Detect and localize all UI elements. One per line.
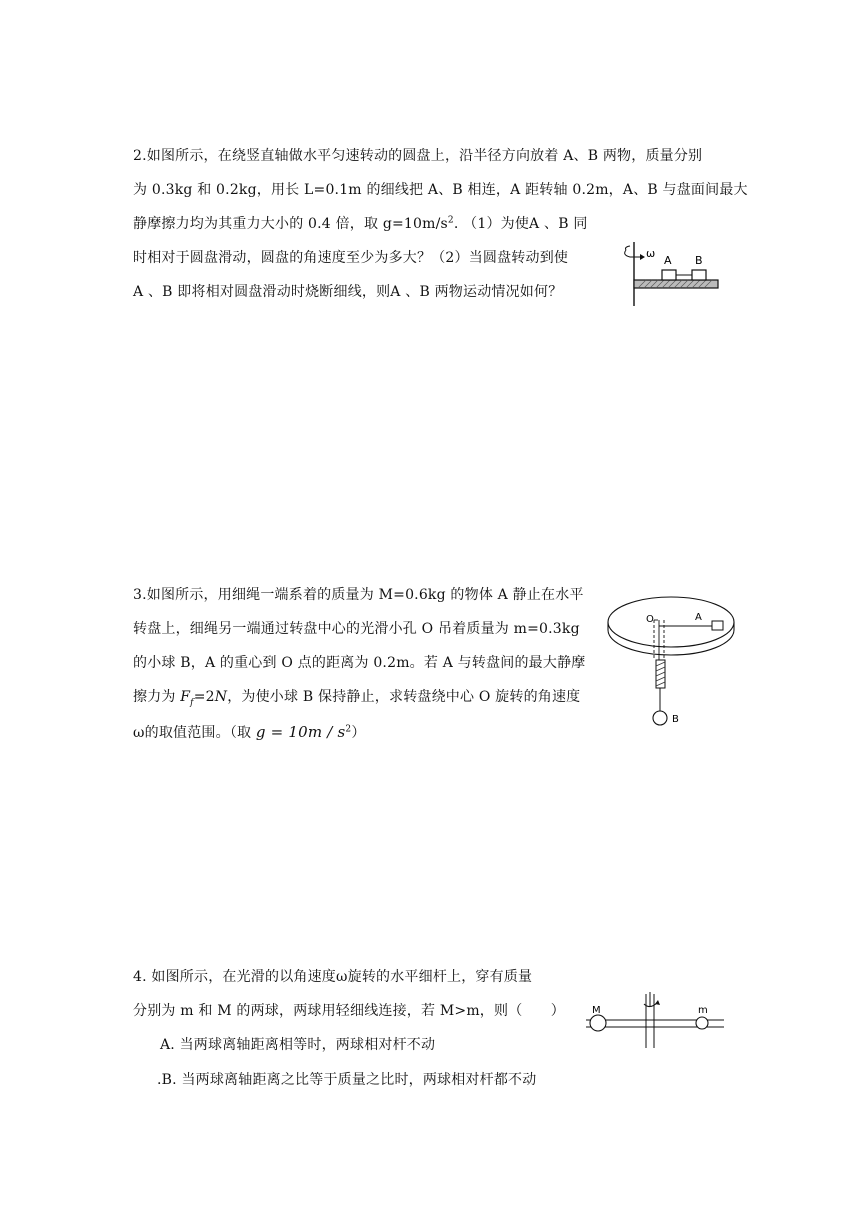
ball-m — [696, 1017, 708, 1029]
block-a — [712, 621, 723, 630]
q4-figure-rod — [578, 990, 728, 1052]
q4-line-1: 4. 如图所示，在光滑的以角速度ω旋转的水平细杆上，穿有质量 — [133, 969, 533, 985]
svg-text:ω: ω — [646, 247, 656, 260]
ball-b — [653, 711, 667, 725]
q3-line-4: 擦力为 $F_f=2N$，为使小球 B 保持静止，求转盘绕中心 O 旋转的角速度 — [133, 689, 581, 708]
svg-text:M: M — [592, 1005, 601, 1016]
q2-line-2: 为 0.3kg 和 0.2kg，用长 L=0.1m 的细线把 A、B 相连，A 距转轴 0.2m，A、B 与盘面间最大 — [133, 182, 748, 198]
q3-figure-turntable — [604, 588, 738, 728]
block-b — [692, 270, 706, 280]
svg-text:A: A — [695, 612, 702, 623]
svg-text:O: O — [646, 614, 654, 625]
block-a — [662, 270, 676, 280]
q2-line-5: A 、B 即将相对圆盘滑动时烧断细线，则A 、B 两物运动情况如何？ — [133, 284, 563, 300]
q4-option-b: .B. 当两球离轴距离之比等于质量之比时，两球相对杆都不动 — [157, 1072, 537, 1088]
q3-line-3: 的小球 B，A 的重心到 O 点的距离为 0.2m。若 A 与转盘间的最大静摩 — [133, 655, 586, 671]
svg-text:A: A — [664, 254, 672, 267]
svg-text:m: m — [698, 1005, 708, 1016]
q3-line-5: ω的取值范围。（取 $g = 10m / s^2$） — [133, 723, 366, 741]
q3-line-2: 转盘上，细绳另一端通过转盘中心的光滑小孔 O 吊着质量为 m=0.3kg — [133, 621, 580, 637]
q4-line-2: 分别为 m 和 M 的两球，两球用轻细线连接，若 M>m，则（ ） — [133, 1003, 566, 1019]
q4-option-a: A. 当两球离轴距离相等时，两球相对杆不动 — [160, 1037, 436, 1053]
q2-line-1: 2.如图所示，在绕竖直轴做水平匀速转动的圆盘上，沿半径方向放着 A、B 两物，质量分别 — [133, 148, 703, 164]
ball-M — [590, 1015, 606, 1031]
svg-text:B: B — [672, 714, 679, 725]
q2-figure-disc — [612, 236, 724, 310]
q2-line-4: 时相对于圆盘滑动，圆盘的角速度至少为多大？（2）当圆盘转动到使 — [133, 250, 569, 266]
svg-text:B: B — [695, 254, 703, 267]
q2-line-3: 静摩擦力均为其重力大小的 0.4 倍，取 $g=10m/s^2$. （1）为使A 、B 同 — [133, 215, 588, 232]
q3-line-1: 3.如图所示，用细绳一端系着的质量为 M=0.6kg 的物体 A 静止在水平 — [133, 587, 584, 603]
